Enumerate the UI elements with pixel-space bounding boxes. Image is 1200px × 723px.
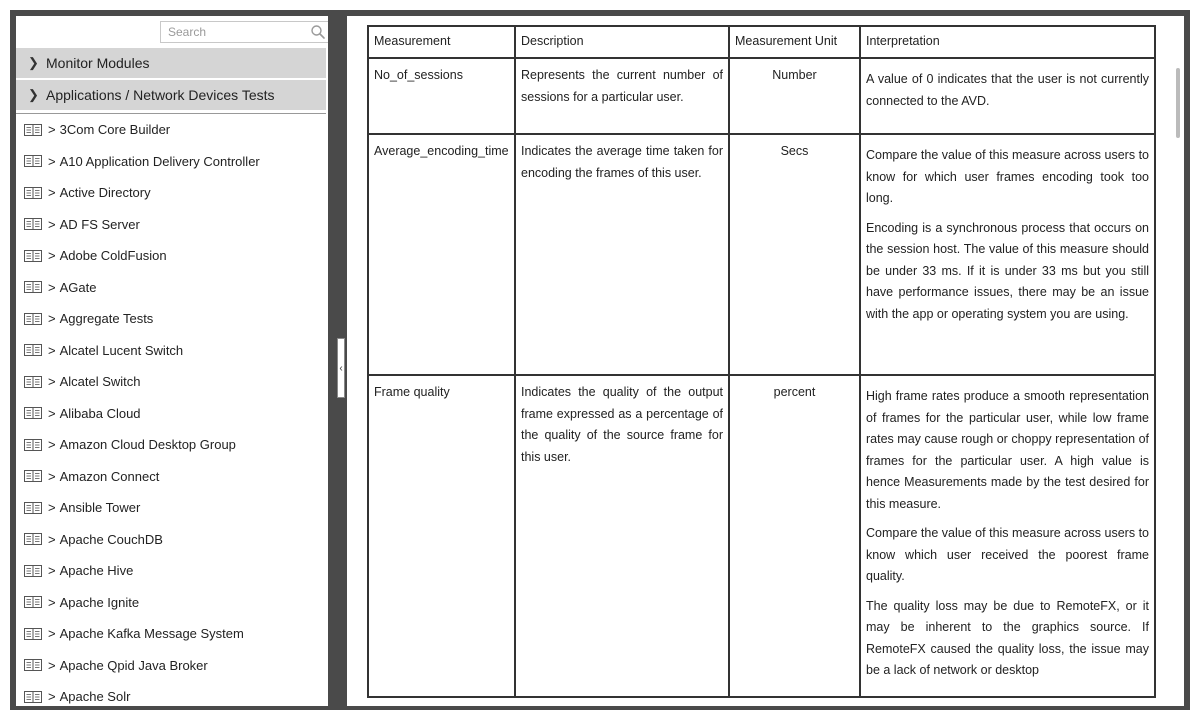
book-icon [24, 124, 42, 136]
list-item[interactable] [16, 398, 328, 430]
book-icon [24, 155, 42, 167]
window-frame-bottom [10, 706, 1190, 710]
chevron-right-icon: > [48, 657, 56, 673]
list-item[interactable] [16, 335, 328, 367]
list-item-label: Apache Qpid Java Broker [59, 657, 208, 673]
list-item-label: Adobe ColdFusion [59, 248, 167, 264]
interpretation-paragraph: Encoding is a synchronous process that occurs on the session host. The value of this measure should be under 33 ms. If it is under 33 ms but you still have performance issues, there may be an issue with the app or operating system you are using. [866, 220, 1149, 321]
interpretation-paragraph: The quality loss may be due to RemoteFX, or it may be inherent to the graphics source. If RemoteFX caused the quality loss, the issue may be a lack of network or desktop [866, 598, 1149, 677]
list-item-label: A10 Application Delivery Controller [59, 153, 260, 169]
list-item[interactable] [16, 461, 328, 493]
chevron-right-icon: > [48, 626, 56, 642]
list-item-label: Apache Hive [59, 563, 134, 579]
module-header-monitor-modules[interactable] [16, 48, 326, 78]
list-item-label: Apache Solr [59, 689, 131, 705]
cell-interpretation [860, 58, 1155, 134]
test-list [16, 114, 328, 706]
list-item[interactable] [16, 146, 328, 178]
chevron-right-icon: > [48, 437, 56, 453]
chevron-right-icon: > [48, 248, 56, 264]
book-icon [24, 628, 42, 640]
list-item-label: Apache CouchDB [59, 531, 163, 547]
list-item[interactable] [16, 650, 328, 682]
book-icon [24, 218, 42, 230]
book-icon [24, 502, 42, 514]
chevron-right-icon: ❯ [28, 87, 39, 102]
list-item[interactable] [16, 618, 328, 650]
chevron-right-icon: > [48, 153, 56, 169]
book-icon [24, 281, 42, 293]
list-item[interactable] [16, 209, 328, 241]
list-item[interactable] [16, 114, 328, 146]
list-item[interactable] [16, 587, 328, 619]
cell-measurement: Average_encoding_time [368, 134, 515, 375]
cell-description: Represents the current number of sessions for a particular user. [515, 58, 729, 134]
chevron-right-icon: > [48, 594, 56, 610]
chevron-right-icon: > [48, 405, 56, 421]
chevron-right-icon: > [48, 374, 56, 390]
chevron-right-icon: > [48, 342, 56, 358]
cell-measurement: Frame quality [368, 375, 515, 697]
list-item-label: Active Directory [59, 185, 151, 201]
interpretation-paragraph: A value of 0 indicates that the user is not currently connected to the AVD. [866, 72, 1149, 108]
search-icon[interactable] [310, 24, 326, 40]
chevron-right-icon: > [48, 311, 56, 327]
collapse-sidebar-handle[interactable] [337, 338, 345, 398]
header-description: Description [515, 26, 729, 58]
book-icon [24, 533, 42, 545]
list-item[interactable] [16, 492, 328, 524]
sidebar [16, 16, 328, 706]
table-row [368, 134, 1155, 375]
list-item-label: AGate [59, 279, 97, 295]
table-header-row [368, 26, 1155, 58]
chevron-right-icon: > [48, 563, 56, 579]
list-item-label: Amazon Connect [59, 468, 160, 484]
list-item-label: Alibaba Cloud [59, 405, 141, 421]
chevron-right-icon: > [48, 500, 56, 516]
list-item[interactable] [16, 555, 328, 587]
book-icon [24, 439, 42, 451]
cell-description: Indicates the average time taken for encoding the frames of this user. [515, 134, 729, 375]
book-icon [24, 344, 42, 356]
chevron-right-icon: > [48, 185, 56, 201]
book-icon [24, 691, 42, 703]
list-item[interactable] [16, 366, 328, 398]
header-unit: Measurement Unit [729, 26, 860, 58]
cell-measurement: No_of_sessions [368, 58, 515, 134]
list-item-label: Apache Ignite [59, 594, 140, 610]
search-input[interactable] [161, 22, 301, 42]
list-item-label: Alcatel Lucent Switch [59, 342, 184, 358]
chevron-right-icon: > [48, 468, 56, 484]
content-panel [347, 16, 1184, 708]
module-header-label: Monitor Modules [46, 55, 150, 71]
measurements-table [367, 25, 1156, 698]
list-item-label: Ansible Tower [59, 500, 141, 516]
interpretation-paragraph: High frame rates produce a smooth representation of frames for the particular user, while low frame rates may cause rough or choppy representation of frames for the particular user. A high value is hence Measurements made by the test desired for this measure. [866, 389, 1149, 511]
list-item-label: Apache Kafka Message System [59, 626, 244, 642]
chevron-right-icon: ❯ [28, 55, 39, 70]
book-icon [24, 565, 42, 577]
chevron-right-icon: > [48, 216, 56, 232]
list-item[interactable] [16, 177, 328, 209]
list-item[interactable] [16, 524, 328, 556]
list-item-label: Amazon Cloud Desktop Group [59, 437, 236, 453]
search-box[interactable] [160, 21, 328, 43]
chevron-left-icon: ‹ [339, 362, 343, 374]
book-icon [24, 596, 42, 608]
chevron-right-icon: > [48, 531, 56, 547]
interpretation-paragraph: Compare the value of this measure across users to know which user received the poorest frame quality. [866, 526, 1149, 583]
book-icon [24, 313, 42, 325]
cell-interpretation [860, 134, 1155, 375]
list-item-label: 3Com Core Builder [59, 122, 171, 138]
cell-unit: Secs [729, 134, 860, 375]
cell-interpretation [860, 375, 1155, 697]
list-item[interactable] [16, 240, 328, 272]
chevron-right-icon: > [48, 689, 56, 705]
book-icon [24, 376, 42, 388]
book-icon [24, 250, 42, 262]
header-measurement: Measurement [368, 26, 515, 58]
book-icon [24, 470, 42, 482]
list-item[interactable] [16, 272, 328, 304]
cell-unit: Number [729, 58, 860, 134]
cell-description: Indicates the quality of the output frame expressed as a percentage of the quality of the source frame for this user. [515, 375, 729, 697]
book-icon [24, 187, 42, 199]
chevron-right-icon: > [48, 122, 56, 138]
table-row [368, 375, 1155, 697]
table-row [368, 58, 1155, 134]
list-item[interactable] [16, 303, 328, 335]
module-header-label: Applications / Network Devices Tests [46, 87, 275, 103]
list-item-label: AD FS Server [59, 216, 140, 232]
list-item[interactable] [16, 681, 328, 706]
chevron-right-icon: > [48, 279, 56, 295]
interpretation-paragraph: Compare the value of this measure across users to know for which user frames encoding took too long. [866, 148, 1149, 205]
module-header-applications[interactable] [16, 80, 326, 110]
book-icon [24, 407, 42, 419]
header-interpretation: Interpretation [860, 26, 1155, 58]
list-item-label: Aggregate Tests [59, 311, 154, 327]
book-icon [24, 659, 42, 671]
list-item-label: Alcatel Switch [59, 374, 141, 390]
content-scrollbar-thumb[interactable] [1176, 68, 1180, 138]
cell-unit: percent [729, 375, 860, 697]
list-item[interactable] [16, 429, 328, 461]
